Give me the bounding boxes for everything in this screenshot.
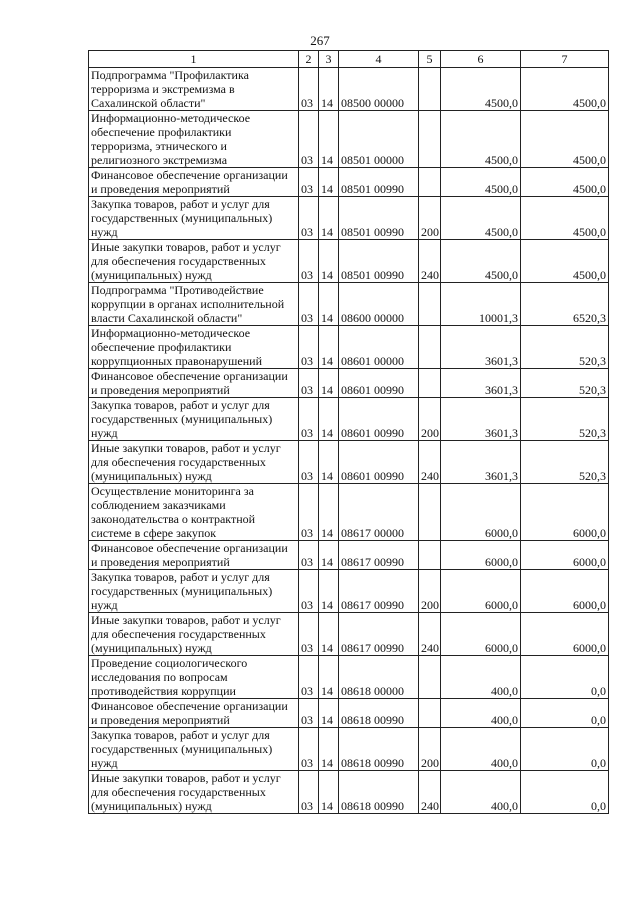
expense-type-code: 200 <box>419 197 441 240</box>
target-article-code: 08617 00000 <box>339 484 419 541</box>
subsection-code: 14 <box>319 656 339 699</box>
row-name <box>89 240 299 283</box>
row-name-line: Иные закупки товаров, работ и услуг <box>91 441 281 455</box>
expense-type-code: 240 <box>419 771 441 814</box>
row-name-line: Иные закупки товаров, работ и услуг <box>91 240 281 254</box>
row-name-line: Подпрограмма "Профилактика <box>91 68 249 82</box>
table-row <box>89 283 609 326</box>
table-row <box>89 369 609 398</box>
row-name-line: власти Сахалинской области" <box>91 311 243 325</box>
amount-year-1: 3601,3 <box>441 441 521 484</box>
row-name-line: религиозного экстремизма <box>91 153 228 167</box>
expense-type-code <box>419 283 441 326</box>
section-code: 03 <box>299 541 319 570</box>
amount-year-1: 4500,0 <box>441 68 521 111</box>
row-name-line: Информационно-методическое <box>91 111 251 125</box>
subsection-code: 14 <box>319 771 339 814</box>
subsection-code: 14 <box>319 326 339 369</box>
amount-year-1: 4500,0 <box>441 168 521 197</box>
target-article-code: 08601 00990 <box>339 441 419 484</box>
row-name-line: (муниципальных) нужд <box>91 469 212 483</box>
amount-year-1: 6000,0 <box>441 570 521 613</box>
subsection-code: 14 <box>319 111 339 168</box>
expense-type-code: 200 <box>419 570 441 613</box>
target-article-code: 08618 00990 <box>339 771 419 814</box>
row-name <box>89 570 299 613</box>
table-row <box>89 699 609 728</box>
amount-year-2: 6000,0 <box>521 570 609 613</box>
header-col-2: 2 <box>299 51 319 68</box>
table-row <box>89 111 609 168</box>
section-code: 03 <box>299 369 319 398</box>
row-name-line: Сахалинской области" <box>91 96 206 110</box>
amount-year-2: 520,3 <box>521 398 609 441</box>
target-article-code: 08601 00000 <box>339 326 419 369</box>
amount-year-1: 3601,3 <box>441 326 521 369</box>
row-name <box>89 68 299 111</box>
target-article-code: 08617 00990 <box>339 613 419 656</box>
row-name-line: Финансовое обеспечение организации <box>91 699 288 713</box>
target-article-code: 08618 00000 <box>339 656 419 699</box>
row-name-line: Закупка товаров, работ и услуг для <box>91 398 270 412</box>
section-code: 03 <box>299 68 319 111</box>
section-code: 03 <box>299 484 319 541</box>
expense-type-code <box>419 699 441 728</box>
row-name <box>89 168 299 197</box>
row-name <box>89 326 299 369</box>
row-name <box>89 484 299 541</box>
subsection-code: 14 <box>319 197 339 240</box>
amount-year-1: 4500,0 <box>441 240 521 283</box>
target-article-code: 08501 00990 <box>339 168 419 197</box>
row-name-line: и проведения мероприятий <box>91 383 230 397</box>
row-name-line: государственных (муниципальных) <box>91 742 273 756</box>
target-article-code: 08618 00990 <box>339 699 419 728</box>
subsection-code: 14 <box>319 168 339 197</box>
amount-year-2: 6000,0 <box>521 541 609 570</box>
table-row <box>89 541 609 570</box>
subsection-code: 14 <box>319 398 339 441</box>
amount-year-1: 6000,0 <box>441 541 521 570</box>
expense-type-code <box>419 168 441 197</box>
expense-type-code: 240 <box>419 613 441 656</box>
amount-year-2: 4500,0 <box>521 111 609 168</box>
row-name <box>89 728 299 771</box>
expense-type-code: 200 <box>419 728 441 771</box>
row-name-line: терроризма, этнического и <box>91 139 227 153</box>
header-col-7: 7 <box>521 51 609 68</box>
amount-year-1: 400,0 <box>441 699 521 728</box>
amount-year-1: 6000,0 <box>441 613 521 656</box>
row-name <box>89 656 299 699</box>
row-name-line: (муниципальных) нужд <box>91 799 212 813</box>
subsection-code: 14 <box>319 570 339 613</box>
row-name-line: Проведение социологического <box>91 656 248 670</box>
row-name-line: коррупционных правонарушений <box>91 354 262 368</box>
amount-year-2: 0,0 <box>521 699 609 728</box>
target-article-code: 08501 00000 <box>339 111 419 168</box>
row-name-line: обеспечение профилактики <box>91 125 232 139</box>
target-article-code: 08618 00990 <box>339 728 419 771</box>
row-name-line: исследования по вопросам <box>91 670 228 684</box>
amount-year-2: 4500,0 <box>521 68 609 111</box>
section-code: 03 <box>299 771 319 814</box>
amount-year-1: 400,0 <box>441 771 521 814</box>
row-name-line: Подпрограмма "Противодействие <box>91 283 264 297</box>
row-name-line: Финансовое обеспечение организации <box>91 168 288 182</box>
amount-year-2: 520,3 <box>521 326 609 369</box>
table-row <box>89 728 609 771</box>
row-name <box>89 111 299 168</box>
section-code: 03 <box>299 656 319 699</box>
subsection-code: 14 <box>319 484 339 541</box>
expense-type-code <box>419 484 441 541</box>
header-col-3: 3 <box>319 51 339 68</box>
amount-year-1: 4500,0 <box>441 111 521 168</box>
header-col-5: 5 <box>419 51 441 68</box>
row-name-line: государственных (муниципальных) <box>91 584 273 598</box>
table-body <box>89 68 609 814</box>
expense-type-code <box>419 369 441 398</box>
subsection-code: 14 <box>319 369 339 398</box>
row-name <box>89 613 299 656</box>
expense-type-code: 200 <box>419 398 441 441</box>
expense-type-code: 240 <box>419 240 441 283</box>
amount-year-2: 6520,3 <box>521 283 609 326</box>
row-name-line: нужд <box>91 598 118 612</box>
target-article-code: 08601 00990 <box>339 398 419 441</box>
row-name-line: Информационно-методическое <box>91 326 251 340</box>
target-article-code: 08600 00000 <box>339 283 419 326</box>
row-name-line: и проведения мероприятий <box>91 182 230 196</box>
amount-year-2: 4500,0 <box>521 197 609 240</box>
section-code: 03 <box>299 240 319 283</box>
table-row <box>89 240 609 283</box>
header-col-6: 6 <box>441 51 521 68</box>
row-name <box>89 699 299 728</box>
target-article-code: 08617 00990 <box>339 541 419 570</box>
row-name-line: для обеспечения государственных <box>91 627 266 641</box>
table-row <box>89 326 609 369</box>
row-name-line: Закупка товаров, работ и услуг для <box>91 570 270 584</box>
row-name <box>89 541 299 570</box>
amount-year-1: 4500,0 <box>441 197 521 240</box>
table-row <box>89 771 609 814</box>
header-col-1: 1 <box>89 51 299 68</box>
target-article-code: 08501 00990 <box>339 197 419 240</box>
amount-year-1: 10001,3 <box>441 283 521 326</box>
budget-table <box>88 50 609 814</box>
table-row <box>89 168 609 197</box>
table-row <box>89 484 609 541</box>
amount-year-2: 4500,0 <box>521 240 609 283</box>
amount-year-2: 4500,0 <box>521 168 609 197</box>
table-row <box>89 197 609 240</box>
table-header-row <box>89 51 609 68</box>
amount-year-1: 400,0 <box>441 728 521 771</box>
expense-type-code <box>419 541 441 570</box>
row-name-line: и проведения мероприятий <box>91 713 230 727</box>
amount-year-2: 0,0 <box>521 656 609 699</box>
amount-year-1: 3601,3 <box>441 369 521 398</box>
amount-year-2: 0,0 <box>521 728 609 771</box>
subsection-code: 14 <box>319 68 339 111</box>
subsection-code: 14 <box>319 441 339 484</box>
section-code: 03 <box>299 111 319 168</box>
target-article-code: 08501 00990 <box>339 240 419 283</box>
amount-year-2: 0,0 <box>521 771 609 814</box>
expense-type-code <box>419 656 441 699</box>
row-name-line: противодействия коррупции <box>91 684 236 698</box>
row-name-line: законодательства о контрактной <box>91 512 256 526</box>
row-name-line: Иные закупки товаров, работ и услуг <box>91 613 281 627</box>
row-name <box>89 197 299 240</box>
amount-year-2: 520,3 <box>521 441 609 484</box>
section-code: 03 <box>299 699 319 728</box>
expense-type-code: 240 <box>419 441 441 484</box>
row-name-line: Иные закупки товаров, работ и услуг <box>91 771 281 785</box>
row-name-line: для обеспечения государственных <box>91 254 266 268</box>
row-name <box>89 441 299 484</box>
row-name-line: нужд <box>91 426 118 440</box>
subsection-code: 14 <box>319 240 339 283</box>
amount-year-2: 6000,0 <box>521 484 609 541</box>
table-row <box>89 68 609 111</box>
row-name-line: (муниципальных) нужд <box>91 268 212 282</box>
target-article-code: 08500 00000 <box>339 68 419 111</box>
row-name <box>89 369 299 398</box>
header-col-4: 4 <box>339 51 419 68</box>
subsection-code: 14 <box>319 541 339 570</box>
table-row <box>89 570 609 613</box>
row-name-line: государственных (муниципальных) <box>91 211 273 225</box>
section-code: 03 <box>299 398 319 441</box>
row-name <box>89 283 299 326</box>
row-name-line: Закупка товаров, работ и услуг для <box>91 728 270 742</box>
row-name-line: Осуществление мониторинга за <box>91 484 254 498</box>
row-name-line: Финансовое обеспечение организации <box>91 541 288 555</box>
row-name-line: Закупка товаров, работ и услуг для <box>91 197 270 211</box>
amount-year-1: 400,0 <box>441 656 521 699</box>
row-name <box>89 398 299 441</box>
row-name <box>89 771 299 814</box>
page-number: 267 <box>310 33 330 48</box>
subsection-code: 14 <box>319 699 339 728</box>
row-name-line: соблюдением заказчиками <box>91 498 226 512</box>
table-row <box>89 613 609 656</box>
subsection-code: 14 <box>319 613 339 656</box>
row-name-line: нужд <box>91 225 118 239</box>
section-code: 03 <box>299 326 319 369</box>
section-code: 03 <box>299 441 319 484</box>
target-article-code: 08617 00990 <box>339 570 419 613</box>
table-row <box>89 441 609 484</box>
target-article-code: 08601 00990 <box>339 369 419 398</box>
row-name-line: терроризма и экстремизма в <box>91 82 235 96</box>
row-name-line: (муниципальных) нужд <box>91 641 212 655</box>
table-row <box>89 656 609 699</box>
section-code: 03 <box>299 613 319 656</box>
row-name-line: обеспечение профилактики <box>91 340 232 354</box>
row-name-line: и проведения мероприятий <box>91 555 230 569</box>
row-name-line: для обеспечения государственных <box>91 455 266 469</box>
section-code: 03 <box>299 570 319 613</box>
expense-type-code <box>419 68 441 111</box>
row-name-line: Финансовое обеспечение организации <box>91 369 288 383</box>
row-name-line: нужд <box>91 756 118 770</box>
section-code: 03 <box>299 197 319 240</box>
expense-type-code <box>419 326 441 369</box>
subsection-code: 14 <box>319 283 339 326</box>
table-row <box>89 398 609 441</box>
row-name-line: коррупции в органах исполнительной <box>91 297 285 311</box>
subsection-code: 14 <box>319 728 339 771</box>
section-code: 03 <box>299 168 319 197</box>
amount-year-1: 6000,0 <box>441 484 521 541</box>
amount-year-1: 3601,3 <box>441 398 521 441</box>
section-code: 03 <box>299 283 319 326</box>
row-name-line: системе в сфере закупок <box>91 526 217 540</box>
amount-year-2: 6000,0 <box>521 613 609 656</box>
row-name-line: для обеспечения государственных <box>91 785 266 799</box>
expense-type-code <box>419 111 441 168</box>
row-name-line: государственных (муниципальных) <box>91 412 273 426</box>
amount-year-2: 520,3 <box>521 369 609 398</box>
section-code: 03 <box>299 728 319 771</box>
